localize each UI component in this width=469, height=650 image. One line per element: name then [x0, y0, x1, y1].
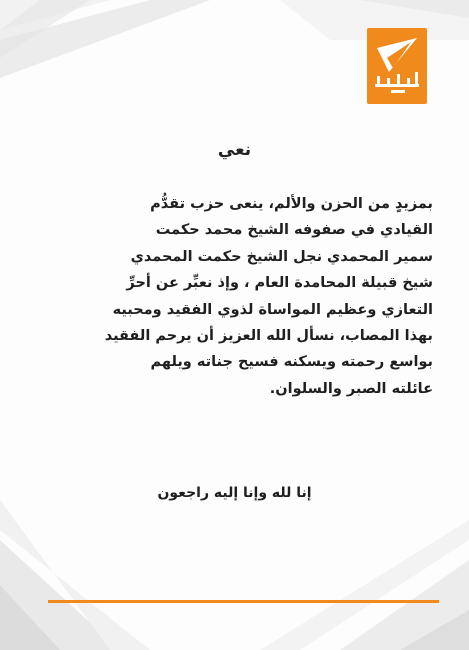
body-line: بمزيدٍ من الحزن والألم، ينعى حزب تقدُّم	[150, 196, 433, 212]
body-line: شيخ قبيلة المحامدة العام ، وإذ نعبِّر عن أحرِّ	[126, 275, 433, 292]
condolence-body	[38, 191, 433, 402]
body-line: سمير المحمدي نجل الشيخ حكمت المحمدي	[130, 248, 433, 265]
closing-verse: إنا لله وإنا إليه راجعون	[157, 485, 312, 501]
body-line: عائلته الصبر والسلوان.	[269, 380, 433, 397]
body-line: بواسع رحمته ويسكنه فسيح جناته ويلهم	[150, 354, 433, 371]
body-line: التعازي وعظيم المواساة لذوي الفقيد ومحبيه	[112, 301, 433, 318]
page-title: نعي	[217, 140, 252, 160]
accent-divider	[48, 600, 439, 603]
party-logo-icon	[367, 28, 427, 104]
body-line: بهذا المصاب، نسأل الله العزيز أن يرحم الفقيد	[104, 328, 433, 345]
body-line: القيادي في صفوفه الشيخ محمد حكمت	[155, 222, 433, 239]
